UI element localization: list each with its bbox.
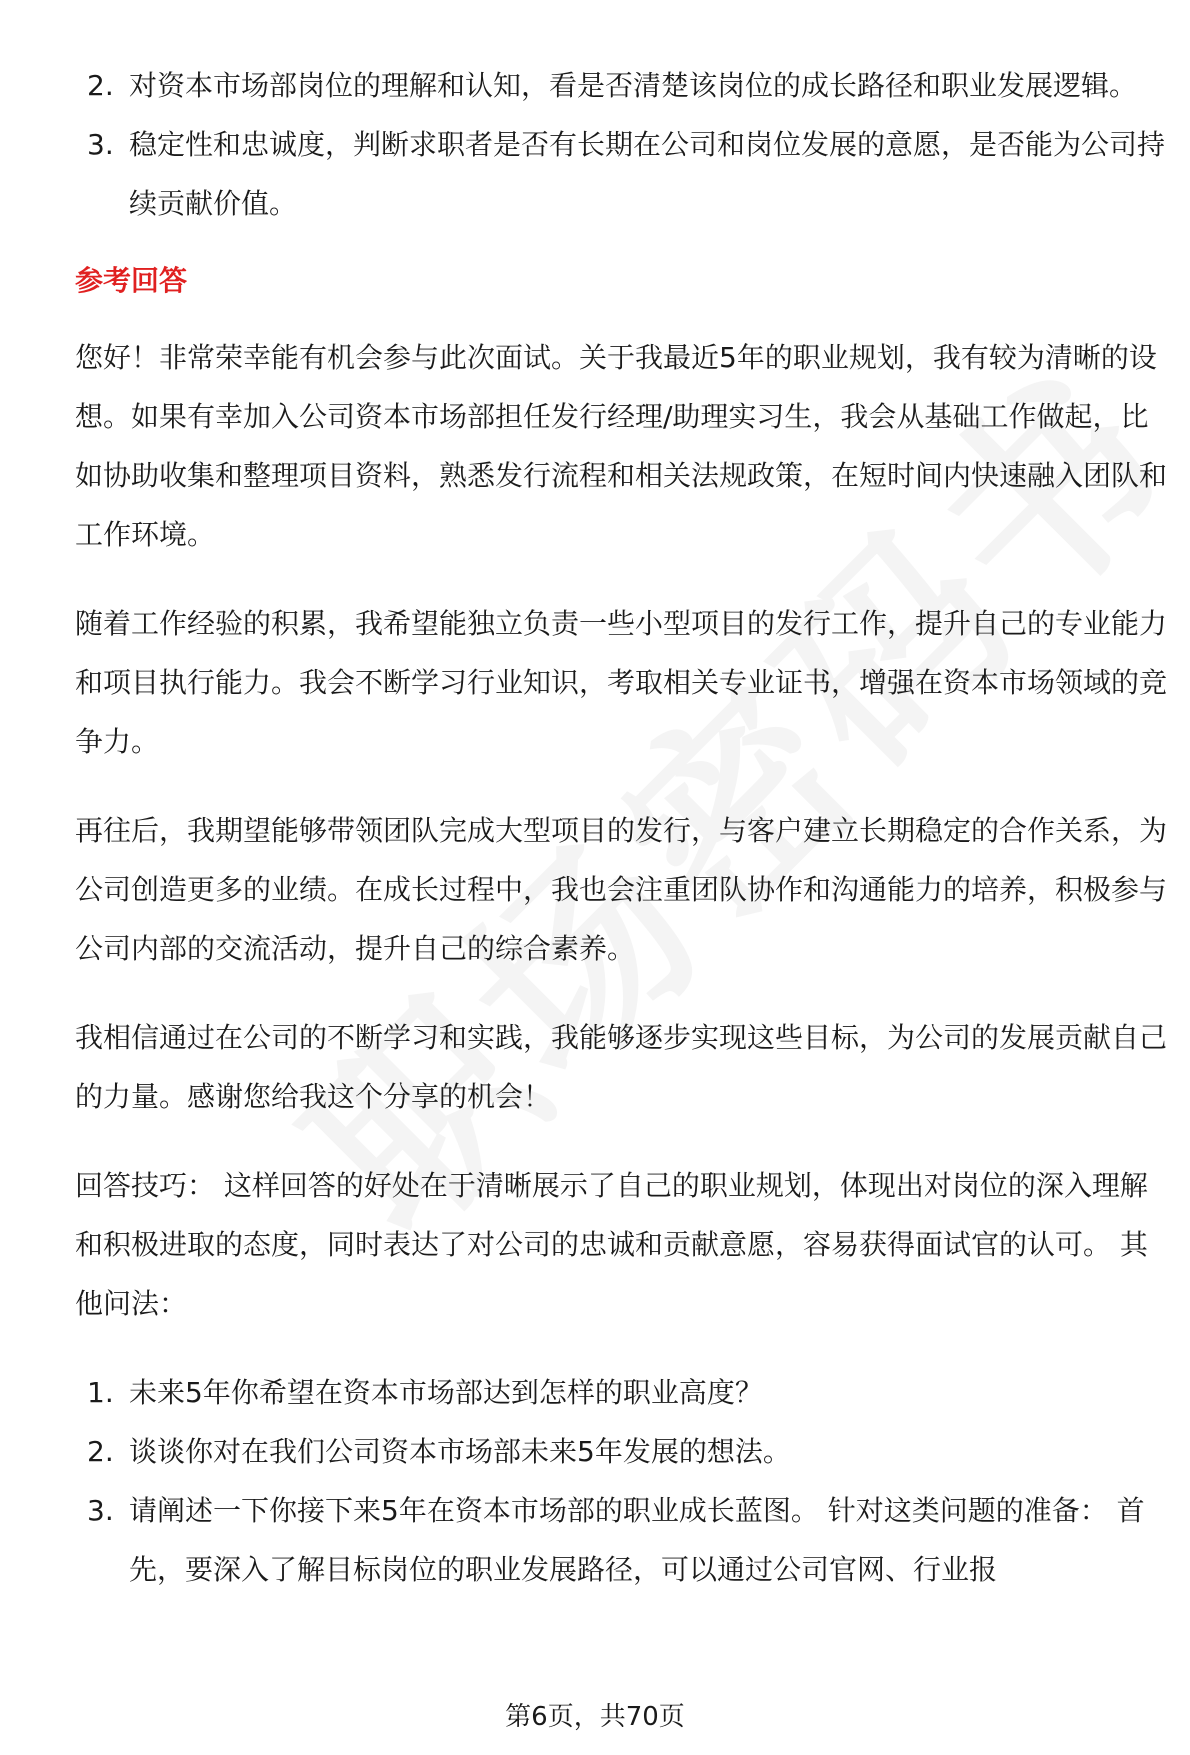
list-item-text: 稳定性和忠诚度，判断求职者是否有长期在公司和岗位发展的意愿，是否能为公司持续贡献价值。 — [129, 128, 1166, 220]
list-item-text: 谈谈你对在我们公司资本市场部未来5年发展的想法。 — [129, 1435, 791, 1468]
list-item — [75, 115, 1175, 233]
alternative-questions-list — [75, 1363, 1175, 1599]
list-item-number: 1. — [87, 1376, 114, 1409]
list-item-text: 请阐述一下你接下来5年在资本市场部的职业成长蓝图。 针对这类问题的准备： 首先，要深入了解目标岗位的职业发展路径，可以通过公司官网、行业报 — [129, 1494, 1145, 1586]
answer-paragraph: 随着工作经验的积累，我希望能独立负责一些小型项目的发行工作，提升自己的专业能力和项目执行能力。我会不断学习行业知识，考取相关专业证书，增强在资本市场领域的竞争力。 — [75, 607, 1168, 758]
answer-paragraph: 我相信通过在公司的不断学习和实践，我能够逐步实现这些目标，为公司的发展贡献自己的力量。感谢您给我这个分享的机会！ — [75, 1021, 1168, 1113]
page-content — [75, 56, 1175, 1599]
list-item-number: 2. — [87, 69, 114, 102]
answer-paragraph: 您好！非常荣幸能有机会参与此次面试。关于我最近5年的职业规划，我有较为清晰的设想。如果有幸加入公司资本市场部担任发行经理/助理实习生，我会从基础工作做起，比如协助收集和整理项目资料，熟悉发行流程和相关法规政策，在短时间内快速融入团队和工作环境。 — [75, 341, 1168, 551]
list-item-text: 未来5年你希望在资本市场部达到怎样的职业高度？ — [129, 1376, 763, 1409]
answer-paragraph: 再往后，我期望能够带领团队完成大型项目的发行，与客户建立长期稳定的合作关系，为公司创造更多的业绩。在成长过程中，我也会注重团队协作和沟通能力的培养，积极参与公司内部的交流活动，提升自己的综合素养。 — [75, 814, 1168, 965]
tips-paragraph: 回答技巧： 这样回答的好处在于清晰展示了自己的职业规划，体现出对岗位的深入理解和积极进取的态度，同时表达了对公司的忠诚和贡献意愿，容易获得面试官的认可。 其他问法： — [75, 1169, 1148, 1320]
list-item-text: 对资本市场部岗位的理解和认知，看是否清楚该岗位的成长路径和职业发展逻辑。 — [129, 69, 1138, 102]
evaluation-points-list — [75, 56, 1175, 233]
list-item-number: 3. — [87, 128, 114, 161]
list-item-number: 2. — [87, 1435, 114, 1468]
page-number-footer: 第6页，共70页 — [505, 1702, 685, 1732]
list-item — [75, 1363, 1175, 1422]
list-item — [75, 1422, 1175, 1481]
list-item — [75, 1481, 1175, 1599]
list-item-number: 3. — [87, 1494, 114, 1527]
section-heading: 参考回答 — [75, 264, 188, 297]
list-item — [75, 56, 1175, 115]
